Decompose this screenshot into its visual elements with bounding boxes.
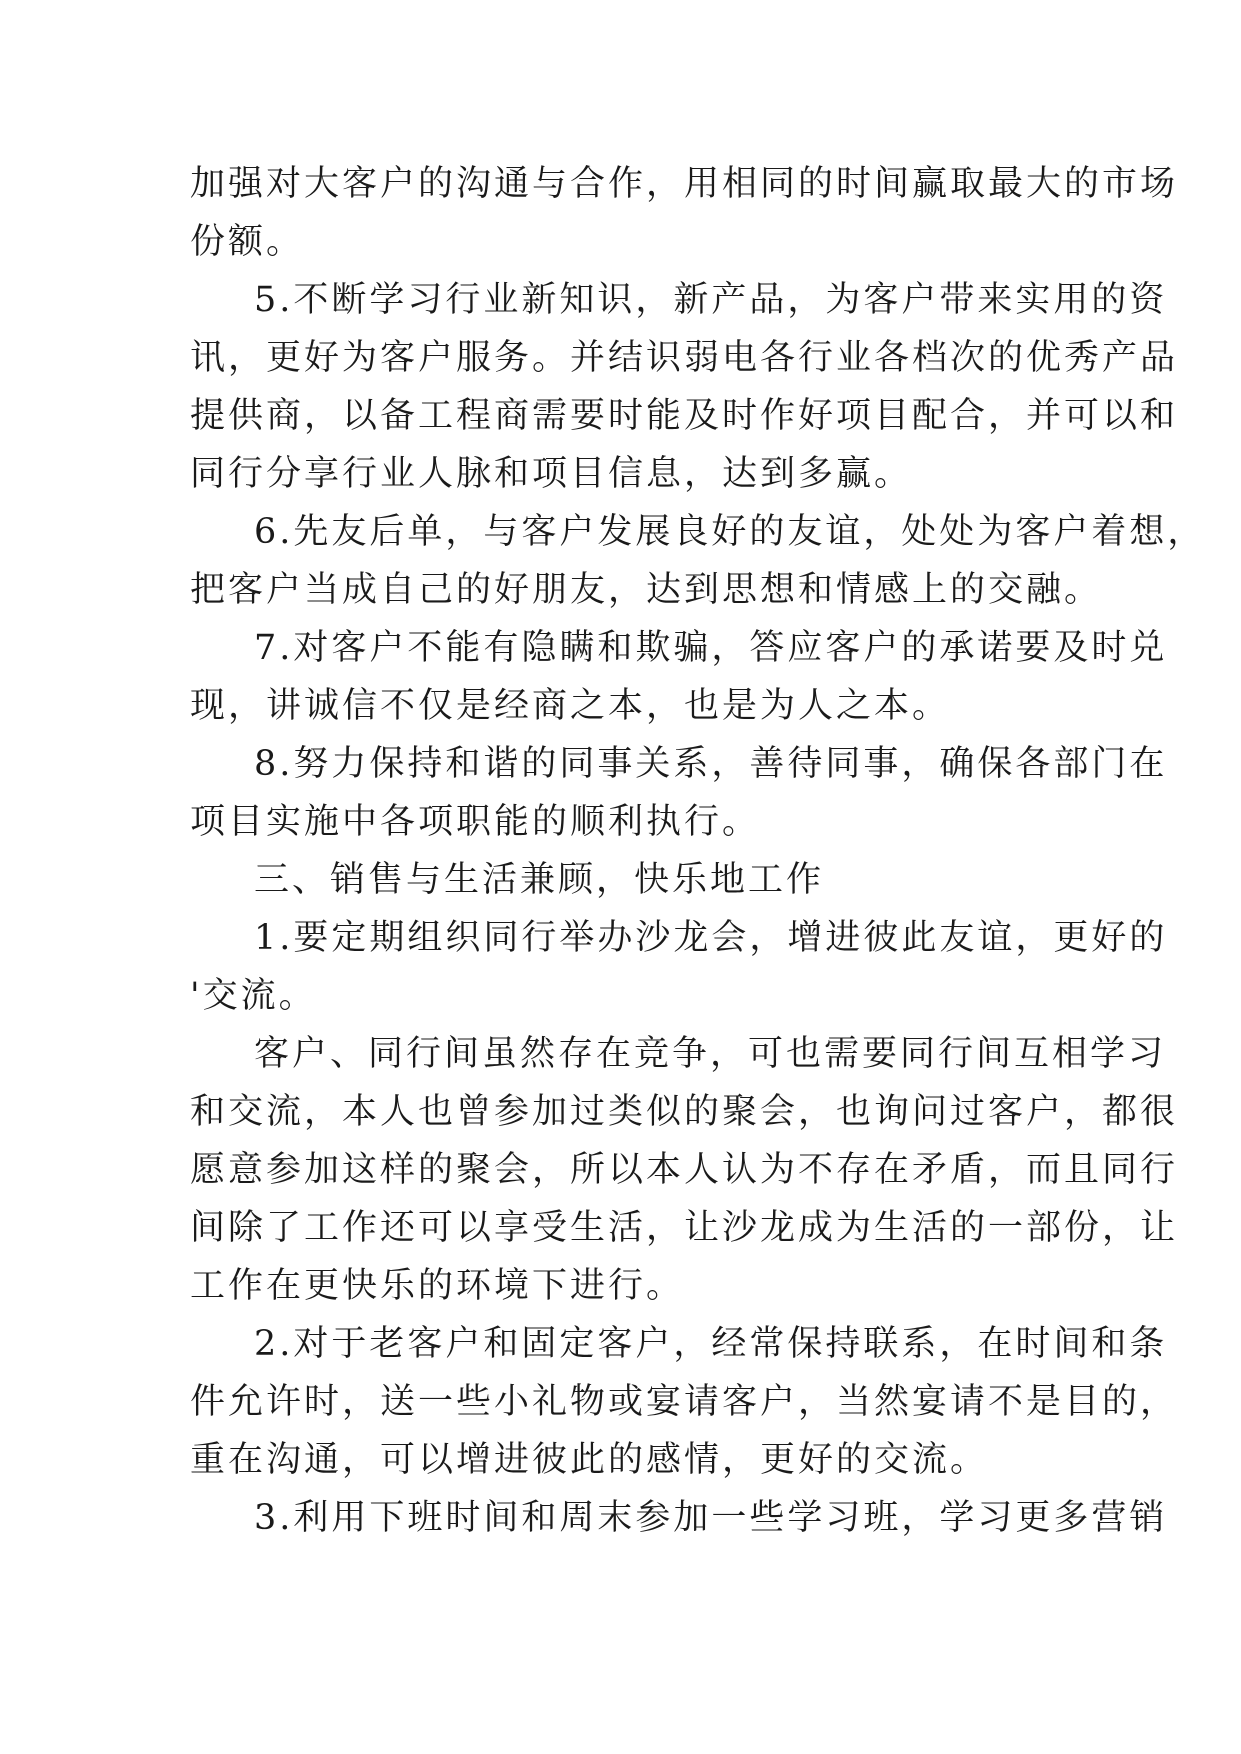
- text-line: 5.不断学习行业新知识，新产品，为客户带来实用的资: [254, 280, 1168, 320]
- document-body: [190, 155, 1206, 1547]
- text-line: 同行分享行业人脉和项目信息，达到多赢。: [190, 454, 913, 494]
- text-line: 客户、同行间虽然存在竞争，可也需要同行间互相学习: [254, 1034, 1167, 1074]
- text-line: 把客户当成自己的好朋友，达到思想和情感上的交融。: [190, 570, 1103, 610]
- text-line: 项目实施中各项职能的顺利执行。: [190, 802, 761, 842]
- text-line: 份额。: [190, 222, 305, 262]
- section-heading: 三、销售与生活兼顾，快乐地工作: [254, 860, 825, 900]
- text-line: 1.要定期组织同行举办沙龙会，增进彼此友谊，更好的: [254, 918, 1168, 958]
- text-line: 提供商，以备工程商需要时能及时作好项目配合，并可以和: [190, 396, 1179, 436]
- text-line: 现，讲诚信不仅是经商之本，也是为人之本。: [190, 686, 951, 726]
- text-line: 重在沟通，可以增进彼此的感情，更好的交流。: [190, 1440, 989, 1480]
- text-line: 6.先友后单，与客户发展良好的友谊，处处为客户着想，: [254, 512, 1206, 552]
- text-line: 愿意参加这样的聚会，所以本人认为不存在矛盾，而且同行: [190, 1150, 1179, 1190]
- text-line: 件允许时，送一些小礼物或宴请客户，当然宴请不是目的，: [190, 1382, 1179, 1422]
- text-line: 8.努力保持和谐的同事关系，善待同事，确保各部门在: [254, 744, 1168, 784]
- text-line: 工作在更快乐的环境下进行。: [190, 1266, 685, 1306]
- text-line: 3.利用下班时间和周末参加一些学习班，学习更多营销: [254, 1498, 1168, 1538]
- text-line: 7.对客户不能有隐瞒和欺骗，答应客户的承诺要及时兑: [254, 628, 1168, 668]
- text-line: 加强对大客户的沟通与合作，用相同的时间赢取最大的市场: [190, 164, 1179, 204]
- text-line: 间除了工作还可以享受生活，让沙龙成为生活的一部份，让: [190, 1208, 1179, 1248]
- text-line: 和交流，本人也曾参加过类似的聚会，也询问过客户，都很: [190, 1092, 1179, 1132]
- text-line: 2.对于老客户和固定客户，经常保持联系，在时间和条: [254, 1324, 1168, 1364]
- text-line: '交流。: [190, 976, 317, 1016]
- text-line: 讯，更好为客户服务。并结识弱电各行业各档次的优秀产品: [190, 338, 1179, 378]
